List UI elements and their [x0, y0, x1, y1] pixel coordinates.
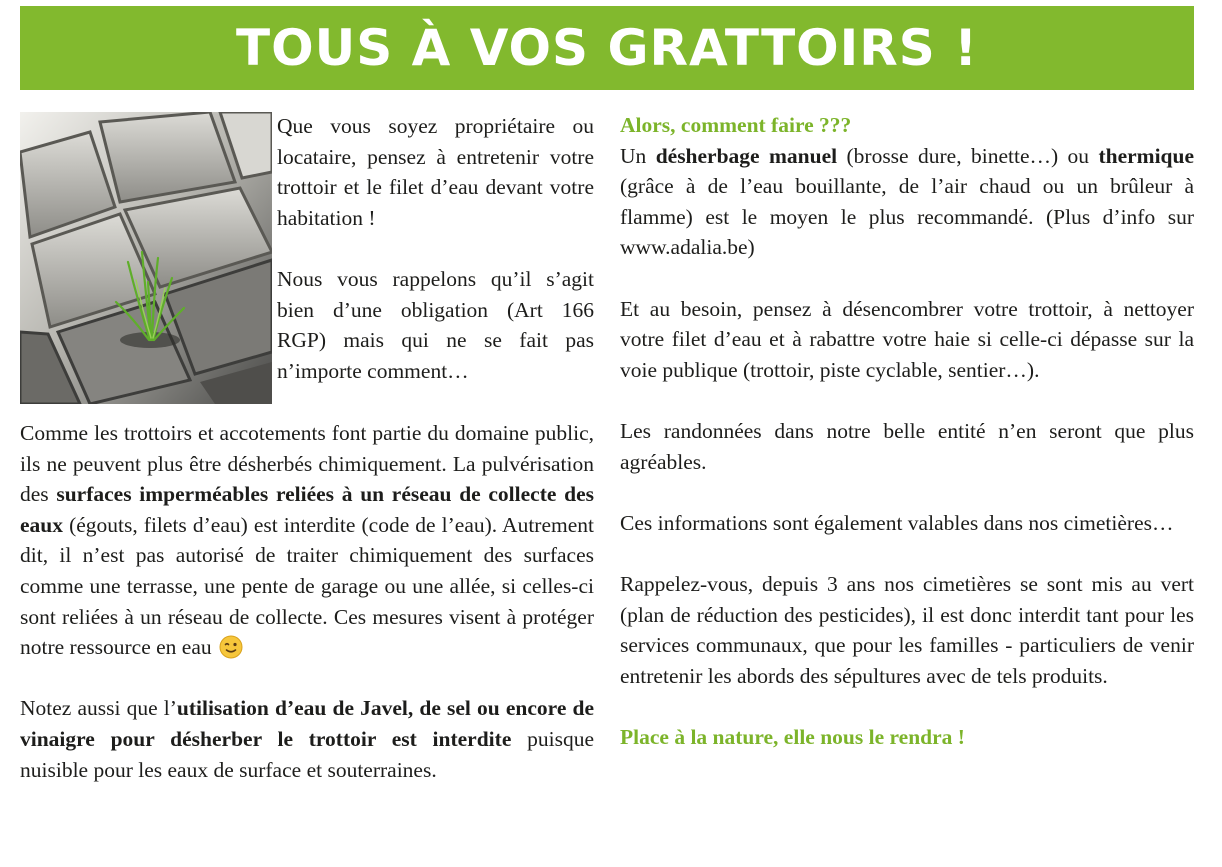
paving-grass-photo: [20, 112, 272, 404]
chemical-ban-text-1: Comme les trottoirs et accotements font partie du domaine public, ils ne peuvent plus être désherbés chimiquement. La pulvérisation des: [20, 421, 594, 507]
reminder-paragraph: Rappelez-vous, depuis 3 ans nos cimetières se sont mis au vert (plan de réduction des pesticides), il est donc interdit tant pour les services communaux, que pour les familles - particuliers de venir entretenir les abords des sépultures avec de tels produits.: [620, 571, 1194, 688]
forbidden-emphasis: utilisation d’eau de Javel, de sel ou encore de vinaigre pour désherber le trottoir est interdite: [20, 696, 594, 751]
forbidden-text-1: Notez aussi que l’: [20, 696, 177, 721]
page-title: TOUS À VOS GRATTOIRS !: [235, 19, 979, 77]
chemical-ban-text-2: (égouts, filets d’eau) est interdite (code de l’eau). Autrement dit, il n’est pas autorisé de traiter chimiquement des surfaces comme une terrasse, une pente de garage ou une allée, si celles-ci sont reliées à un réseau de collecte. Ces mesures visent à protéger notre ressource en eau: [20, 512, 594, 660]
methods-text-2: (brosse dure, binette…) ou: [837, 143, 1099, 168]
intro-paragraph-2: Nous vous rappelons qu’il s’agit bien d’une obligation (Art 166 RGP) mais qui ne se fait pas n’importe comment…: [277, 266, 594, 383]
methods-emphasis-manual: désherbage manuel: [655, 143, 838, 168]
methods-emphasis-thermal: thermique: [1098, 143, 1194, 168]
methods-text-3: (grâce à de l’eau bouillante, de l’air chaud ou un brûleur à flamme) est le moyen le plus recommandé. (Plus d’info sur www.adalia.be): [620, 174, 1194, 260]
methods-paragraph: [620, 141, 1194, 263]
intro-text: [277, 111, 594, 386]
intro-paragraph-1: Que vous soyez propriétaire ou locataire, pensez à entretenir votre trottoir et le filet d’eau devant votre habitation !: [277, 114, 594, 230]
clearing-paragraph: Et au besoin, pensez à désencombrer votre trottoir, à nettoyer votre filet d’eau et à rabattre votre haie si celle-ci dépasse sur la voie publique (trottoir, piste cyclable, sentier…).: [620, 296, 1194, 382]
hiking-paragraph: Les randonnées dans notre belle entité n’en seront que plus agréables.: [620, 418, 1194, 474]
left-column: [20, 418, 594, 785]
cemeteries-paragraph: Ces informations sont également valables dans nos cimetières…: [620, 510, 1174, 535]
methods-text-1: Un: [620, 143, 656, 168]
chemical-ban-emphasis: surfaces imperméables reliées à un réseau de collecte des eaux: [20, 482, 594, 537]
title-banner: [20, 6, 1194, 90]
forbidden-text-2: puisque nuisible pour les eaux de surface et souterraines.: [20, 726, 595, 782]
closing-slogan: Place à la nature, elle nous le rendra !: [620, 724, 965, 749]
how-to-heading: Alors, comment faire ???: [620, 113, 852, 137]
right-column: [620, 110, 1194, 752]
forbidden-products-paragraph: [20, 693, 594, 785]
wink-smiley-icon: [219, 635, 243, 659]
chemical-ban-paragraph: [20, 418, 594, 663]
